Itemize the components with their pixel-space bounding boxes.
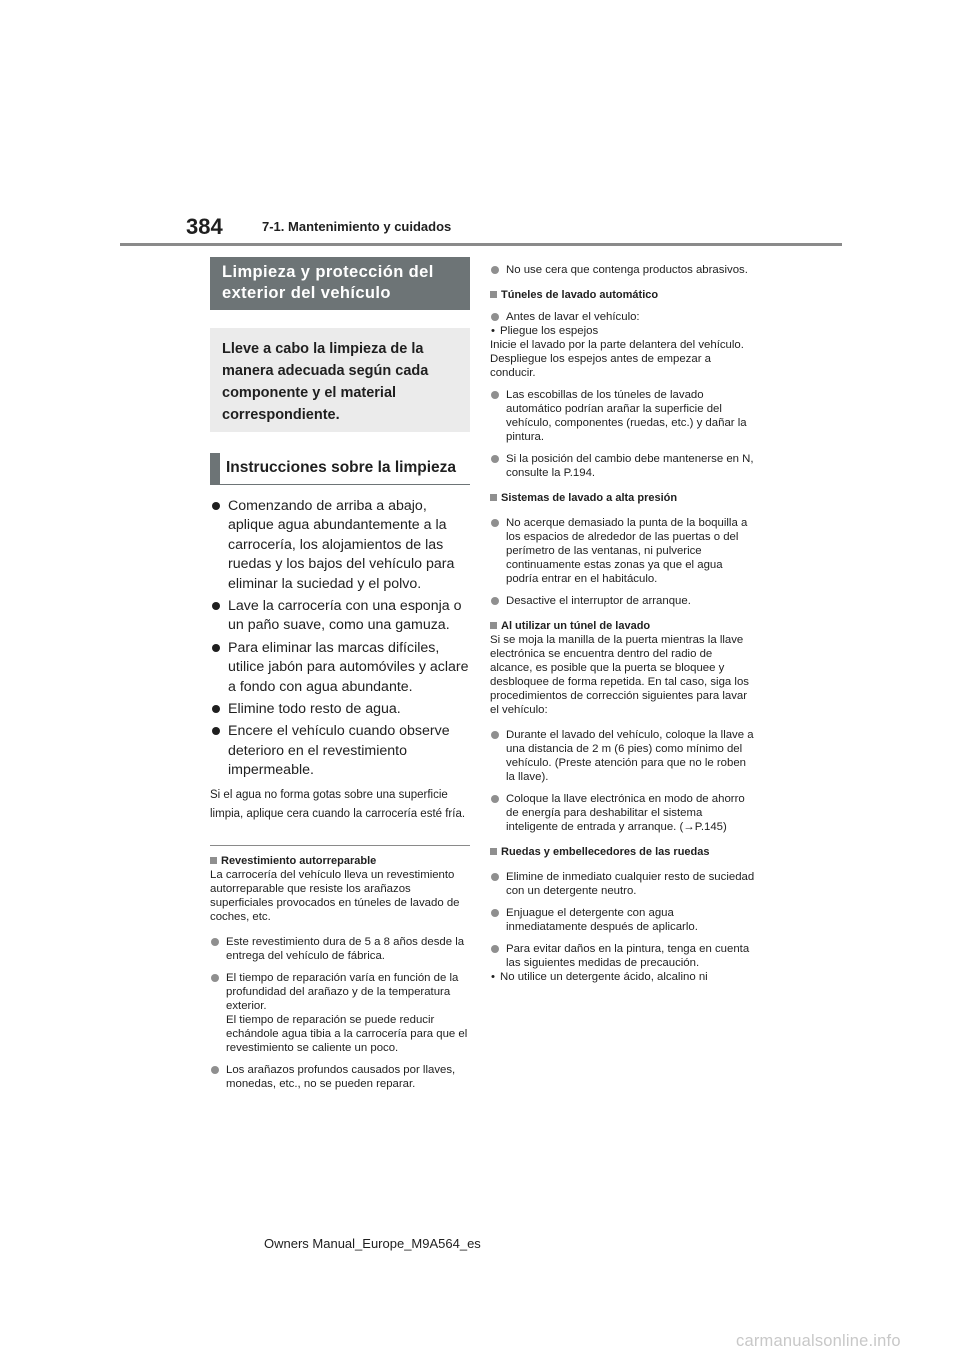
section-title: 7-1. Mantenimiento y cuidados <box>262 219 452 234</box>
list-item: Encere el vehículo cuando observe deterioro en el revestimiento impermeable. <box>210 722 470 780</box>
tunnel-title: Túneles de lavado automático <box>490 288 756 302</box>
tunnel-paragraph: Inicie el lavado por la parte delantera del vehículo. Despliegue los espejos antes de empezar a conducir. <box>490 339 744 379</box>
key-title: Al utilizar un túnel de lavado <box>490 619 756 633</box>
list-item: Elimine de inmediato cualquier resto de suciedad con un detergente neutro. <box>490 870 756 898</box>
list-item: Lave la carrocería con una esponja o un paño suave, como una gamuza. <box>210 597 470 636</box>
list-item: Las escobillas de los túneles de lavado automático podrían arañar la superficie del vehículo, componentes (ruedas, etc.) y dañar la pintura. <box>490 388 756 444</box>
right-column <box>490 255 756 984</box>
note-divider <box>210 845 470 846</box>
list-item: Comenzando de arriba a abajo, aplique agua abundantemente a la carrocería, los alojamientos de las ruedas y los bajos del vehículo para eliminar la suciedad y el polvo. <box>210 497 470 594</box>
list-item: • Pliegue los espejos <box>490 324 756 338</box>
list-item: Si la posición del cambio debe mantenerse en N, consulte la P.194. <box>490 452 756 480</box>
wheels-title: Ruedas y embellecedores de las ruedas <box>490 845 756 859</box>
footer-manual-id: Owners Manual_Europe_M9A564_es <box>264 1236 481 1251</box>
section-heading: Limpieza y protección del exterior del vehículo <box>210 257 470 310</box>
list-item: Para evitar daños en la pintura, tenga en cuenta las siguientes medidas de precaución. <box>490 942 756 970</box>
header-divider <box>120 243 842 246</box>
cleaning-steps-list <box>210 497 470 781</box>
high-pressure-title: Sistemas de lavado a alta presión <box>490 491 756 505</box>
repair-bullet-extra: El tiempo de reparación se puede reducir echándole agua tibia a la carrocería para que el revestimiento se caliente un poco. <box>226 1013 468 1054</box>
list-item: No use cera que contenga productos abrasivos. <box>490 263 756 277</box>
left-column <box>210 257 470 1091</box>
repair-text: La carrocería del vehículo lleva un revestimiento autorreparable que resiste los arañazos superficiales provocados en túneles de lavado de coches, etc. <box>210 868 460 923</box>
key-paragraph: Si se moja la manilla de la puerta mientras la llave electrónica se encuentra dentro del radio de alcance, es posible que la puerta se bloquee y desbloquee de forma repetida. En tal caso, siga los procedimientos de corrección siguientes para lavar el vehículo: <box>490 634 749 716</box>
list-item: Antes de lavar el vehículo: <box>490 310 756 324</box>
list-item: Durante el lavado del vehículo, coloque la llave a una distancia de 2 m (6 pies) como mínimo del vehículo. (Preste atención para que no le roben la llave). <box>490 728 756 784</box>
list-item: No acerque demasiado la punta de la boquilla a los espacios de alrededor de las puertas o del perímetro de las ventanas, ni pulverice continuamente estas zonas ya que el agua podría entrar en el habitáculo. <box>490 516 756 586</box>
list-item: El tiempo de reparación varía en función de la profundidad del arañazo y de la temperatura exterior. <box>210 971 470 1013</box>
list-item: Desactive el interruptor de arranque. <box>490 594 756 608</box>
list-item: • No utilice un detergente ácido, alcalino ni <box>490 970 756 984</box>
list-item: Este revestimiento dura de 5 a 8 años desde la entrega del vehículo de fábrica. <box>210 935 470 963</box>
wax-note: Si el agua no forma gotas sobre una superficie limpia, aplique cera cuando la carrocería esté fría. <box>210 788 466 821</box>
list-item: Los arañazos profundos causados por llaves, monedas, etc., no se pueden reparar. <box>210 1063 470 1091</box>
page-number: 384 <box>186 214 223 239</box>
watermark: carmanualsonline.info <box>736 1332 901 1350</box>
sub-heading: Instrucciones sobre la limpieza <box>210 453 470 485</box>
intro-box: Lleve a cabo la limpieza de la manera adecuada según cada componente y el material correspondiente. <box>210 328 470 432</box>
repair-title: Revestimiento autorreparable <box>210 854 470 868</box>
list-item: Coloque la llave electrónica en modo de ahorro de energía para deshabilitar el sistema inteligente de entrada y arranque. (→P.145) <box>490 792 756 834</box>
list-item: Para eliminar las marcas difíciles, utilice jabón para automóviles y aclare a fondo con agua abundante. <box>210 639 470 697</box>
list-item: Enjuague el detergente con agua inmediatamente después de aplicarlo. <box>490 906 756 934</box>
list-item: Elimine todo resto de agua. <box>210 700 470 719</box>
